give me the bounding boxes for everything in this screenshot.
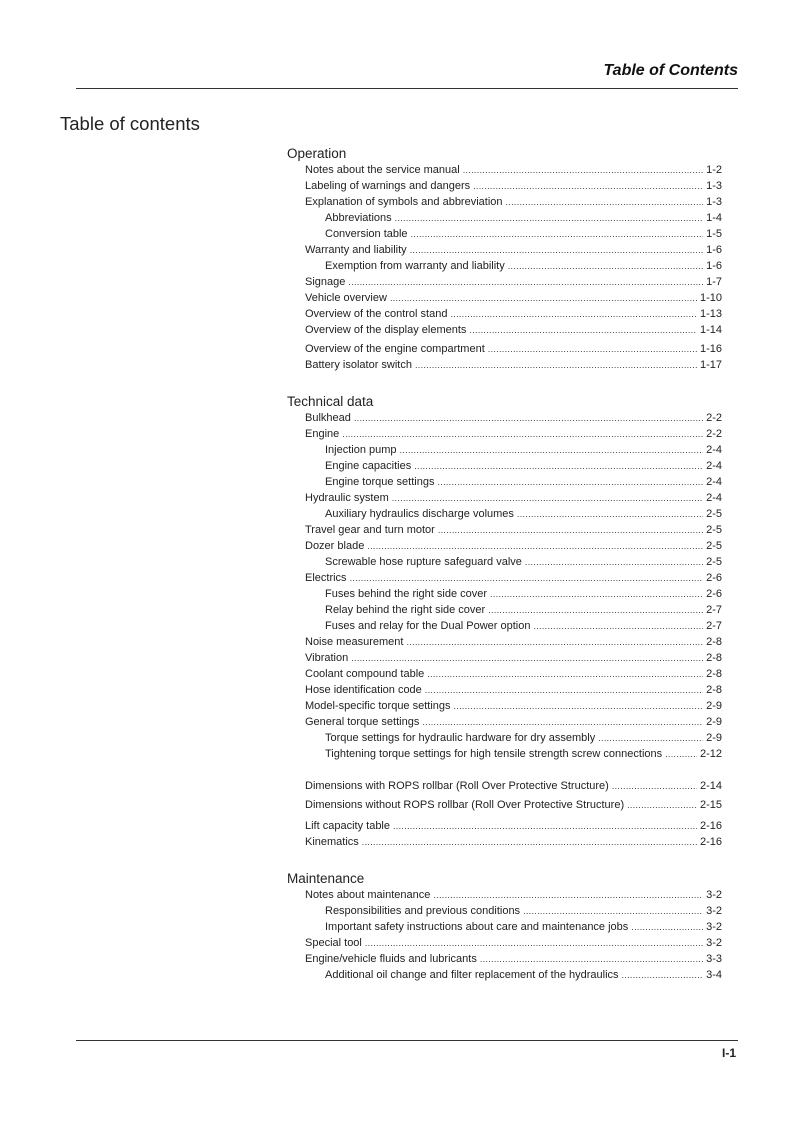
entry-page: 2-4 <box>706 476 722 488</box>
entry-page: 3-2 <box>706 905 722 917</box>
entry-title: Conversion table <box>325 228 408 240</box>
toc-entry[interactable] <box>287 210 722 226</box>
toc-entry[interactable] <box>287 634 722 650</box>
entry-title: Engine capacities <box>325 460 412 472</box>
dot-leader <box>473 178 703 194</box>
table-of-contents <box>287 145 722 983</box>
entry-page: 2-12 <box>699 748 722 760</box>
entry-page: 2-15 <box>699 799 722 811</box>
dot-leader <box>463 162 703 178</box>
toc-entry[interactable] <box>287 698 722 714</box>
entry-page: 3-2 <box>706 937 722 949</box>
dot-leader <box>438 522 703 538</box>
dot-leader <box>395 210 703 226</box>
dot-leader <box>437 474 703 490</box>
section-heading-operation: Operation <box>287 146 347 161</box>
toc-entry[interactable] <box>287 602 722 618</box>
dot-leader <box>433 887 703 903</box>
toc-entry[interactable] <box>287 426 722 442</box>
page-number: I-1 <box>721 1046 736 1060</box>
toc-entry[interactable] <box>287 682 722 698</box>
entry-page: 1-13 <box>699 308 722 320</box>
entry-title: Coolant compound table <box>305 668 425 680</box>
dot-leader <box>506 194 703 210</box>
toc-entry[interactable] <box>287 666 722 682</box>
dot-leader <box>393 818 697 834</box>
entry-page: 2-8 <box>706 668 722 680</box>
footer-rule <box>76 1040 738 1041</box>
entry-page: 2-14 <box>699 780 722 792</box>
toc-entry[interactable] <box>287 178 722 194</box>
entry-title: Explanation of symbols and abbreviation <box>305 196 503 208</box>
toc-entry[interactable] <box>287 522 722 538</box>
toc-entry[interactable] <box>287 226 722 242</box>
entry-title: Signage <box>305 276 346 288</box>
entry-page: 2-16 <box>699 820 722 832</box>
entry-page: 2-8 <box>706 684 722 696</box>
dot-leader <box>365 935 703 951</box>
dot-leader <box>631 919 703 935</box>
entry-title: Abbreviations <box>325 212 392 224</box>
entry-title: Notes about the service manual <box>305 164 460 176</box>
toc-entry[interactable] <box>287 967 722 983</box>
entry-page: 1-10 <box>699 292 722 304</box>
toc-entry[interactable] <box>287 458 722 474</box>
dot-leader <box>390 290 697 306</box>
toc-entry[interactable] <box>287 274 722 290</box>
dot-leader <box>612 778 697 794</box>
entry-page: 3-2 <box>706 889 722 901</box>
dot-leader <box>400 442 703 458</box>
section-heading-maintenance: Maintenance <box>287 871 365 886</box>
entry-page: 1-14 <box>699 324 722 336</box>
entry-page: 2-16 <box>699 836 722 848</box>
entry-title: Model-specific torque settings <box>305 700 451 712</box>
entry-page: 1-3 <box>706 180 722 192</box>
entry-title: Special tool <box>305 937 362 949</box>
toc-entry[interactable] <box>287 919 722 935</box>
dot-leader <box>523 903 703 919</box>
entry-title: Battery isolator switch <box>305 359 412 371</box>
entry-title: Noise measurement <box>305 636 404 648</box>
toc-entry[interactable] <box>287 797 722 813</box>
toc-entry[interactable] <box>287 834 722 850</box>
entry-page: 1-6 <box>706 260 722 272</box>
toc-entry[interactable] <box>287 306 722 322</box>
toc-entry[interactable] <box>287 474 722 490</box>
dot-leader <box>517 506 703 522</box>
entry-title: Torque settings for hydraulic hardware for dry assembly <box>325 732 596 744</box>
entry-page: 2-6 <box>706 588 722 600</box>
entry-title: Overview of the display elements <box>305 324 467 336</box>
entry-title: Overview of the engine compartment <box>305 343 485 355</box>
entry-page: 1-17 <box>699 359 722 371</box>
toc-entry[interactable] <box>287 322 722 338</box>
entry-page: 3-3 <box>706 953 722 965</box>
toc-entry[interactable] <box>287 618 722 634</box>
toc-entry[interactable] <box>287 554 722 570</box>
toc-entry[interactable] <box>287 258 722 274</box>
entry-title: Notes about maintenance <box>305 889 431 901</box>
entry-title: Responsibilities and previous conditions <box>325 905 521 917</box>
dot-leader <box>533 618 703 634</box>
page-title: Table of contents <box>60 113 200 134</box>
toc-entry[interactable] <box>287 730 722 746</box>
entry-title: Lift capacity table <box>305 820 390 832</box>
dot-leader <box>392 490 703 506</box>
entry-title: Overview of the control stand <box>305 308 448 320</box>
entry-title: Vibration <box>305 652 349 664</box>
header-rule <box>76 88 738 89</box>
entry-page: 2-6 <box>706 572 722 584</box>
dot-leader <box>450 306 697 322</box>
entry-title: Engine <box>305 428 340 440</box>
entry-title: Dimensions with ROPS rollbar (Roll Over Protective Structure) <box>305 780 609 792</box>
entry-title: Relay behind the right side cover <box>325 604 486 616</box>
entry-title: Kinematics <box>305 836 359 848</box>
entry-page: 1-5 <box>706 228 722 240</box>
dot-leader <box>348 274 703 290</box>
toc-entry[interactable] <box>287 778 722 794</box>
entry-page: 2-9 <box>706 700 722 712</box>
toc-entry[interactable] <box>287 538 722 554</box>
entry-page: 2-7 <box>706 604 722 616</box>
entry-page: 2-4 <box>706 492 722 504</box>
entry-page: 2-4 <box>706 460 722 472</box>
entry-title: Hose identification code <box>305 684 422 696</box>
toc-entry[interactable] <box>287 887 722 903</box>
entry-title: Fuses behind the right side cover <box>325 588 488 600</box>
dot-leader <box>469 322 697 338</box>
dot-leader <box>367 538 703 554</box>
dot-leader <box>427 666 703 682</box>
entry-page: 2-9 <box>706 716 722 728</box>
toc-entry[interactable] <box>287 506 722 522</box>
dot-leader <box>410 242 703 258</box>
entry-title: Screwable hose rupture safeguard valve <box>325 556 522 568</box>
entry-page: 1-4 <box>706 212 722 224</box>
dot-leader <box>425 682 703 698</box>
entry-page: 2-7 <box>706 620 722 632</box>
entry-title: Hydraulic system <box>305 492 389 504</box>
entry-title: Dozer blade <box>305 540 365 552</box>
dot-leader <box>490 586 703 602</box>
entry-page: 1-2 <box>706 164 722 176</box>
entry-page: 2-8 <box>706 636 722 648</box>
dot-leader <box>480 951 703 967</box>
dot-leader <box>354 410 703 426</box>
entry-title: Fuses and relay for the Dual Power option <box>325 620 531 632</box>
toc-entry[interactable] <box>287 290 722 306</box>
entry-page: 2-5 <box>706 540 722 552</box>
section-heading-technical-data: Technical data <box>287 394 374 409</box>
toc-entry[interactable] <box>287 586 722 602</box>
entry-page: 1-16 <box>699 343 722 355</box>
entry-page: 2-5 <box>706 508 722 520</box>
dot-leader <box>508 258 703 274</box>
dot-leader <box>488 602 703 618</box>
entry-page: 1-6 <box>706 244 722 256</box>
toc-entry[interactable] <box>287 818 722 834</box>
entry-title: Bulkhead <box>305 412 351 424</box>
toc-entry[interactable] <box>287 935 722 951</box>
entry-page: 2-2 <box>706 428 722 440</box>
toc-entry[interactable] <box>287 341 722 357</box>
toc-entry[interactable] <box>287 490 722 506</box>
dot-leader <box>362 834 697 850</box>
entry-title: Warranty and liability <box>305 244 407 256</box>
entry-page: 2-8 <box>706 652 722 664</box>
entry-title: Electrics <box>305 572 347 584</box>
dot-leader <box>350 570 703 586</box>
toc-entry[interactable] <box>287 410 722 426</box>
dot-leader <box>598 730 703 746</box>
running-header-title: Table of Contents <box>603 62 738 79</box>
entry-title: Travel gear and turn motor <box>305 524 435 536</box>
entry-title: Labeling of warnings and dangers <box>305 180 471 192</box>
entry-page: 2-5 <box>706 556 722 568</box>
toc-entry[interactable] <box>287 650 722 666</box>
entry-title: Vehicle overview <box>305 292 387 304</box>
entry-title: Important safety instructions about care and maintenance jobs <box>325 921 629 933</box>
entry-title: Dimensions without ROPS rollbar (Roll Over Protective Structure) <box>305 799 625 811</box>
dot-leader <box>411 226 703 242</box>
toc-entry[interactable] <box>287 714 722 730</box>
dot-leader <box>622 967 703 983</box>
dot-leader <box>342 426 703 442</box>
toc-entry[interactable] <box>287 194 722 210</box>
entry-title: Engine/vehicle fluids and lubricants <box>305 953 477 965</box>
entry-page: 1-7 <box>706 276 722 288</box>
dot-leader <box>488 341 697 357</box>
entry-title: Engine torque settings <box>325 476 435 488</box>
toc-entry[interactable] <box>287 242 722 258</box>
dot-leader <box>454 698 703 714</box>
toc-entry[interactable] <box>287 442 722 458</box>
toc-entry[interactable] <box>287 903 722 919</box>
entry-page: 1-3 <box>706 196 722 208</box>
entry-page: 2-2 <box>706 412 722 424</box>
dot-leader <box>525 554 703 570</box>
entry-title: Exemption from warranty and liability <box>325 260 505 272</box>
toc-entry[interactable] <box>287 570 722 586</box>
dot-leader <box>415 357 697 373</box>
entry-title: General torque settings <box>305 716 420 728</box>
dot-leader <box>627 797 697 813</box>
entry-title: Tightening torque settings for high tensile strength screw connections <box>325 748 663 760</box>
entry-page: 3-4 <box>706 969 722 981</box>
toc-entry[interactable] <box>287 746 722 762</box>
entry-title: Injection pump <box>325 444 397 456</box>
entry-page: 2-9 <box>706 732 722 744</box>
entry-page: 3-2 <box>706 921 722 933</box>
dot-leader <box>665 746 697 762</box>
entry-page: 2-4 <box>706 444 722 456</box>
entry-title: Auxiliary hydraulics discharge volumes <box>325 508 514 520</box>
toc-entry[interactable] <box>287 162 722 178</box>
dot-leader <box>406 634 703 650</box>
dot-leader <box>422 714 703 730</box>
toc-entry[interactable] <box>287 357 722 373</box>
dot-leader <box>414 458 703 474</box>
dot-leader <box>351 650 703 666</box>
entry-title: Additional oil change and filter replacement of the hydraulics <box>325 969 619 981</box>
entry-page: 2-5 <box>706 524 722 536</box>
toc-entry[interactable] <box>287 951 722 967</box>
